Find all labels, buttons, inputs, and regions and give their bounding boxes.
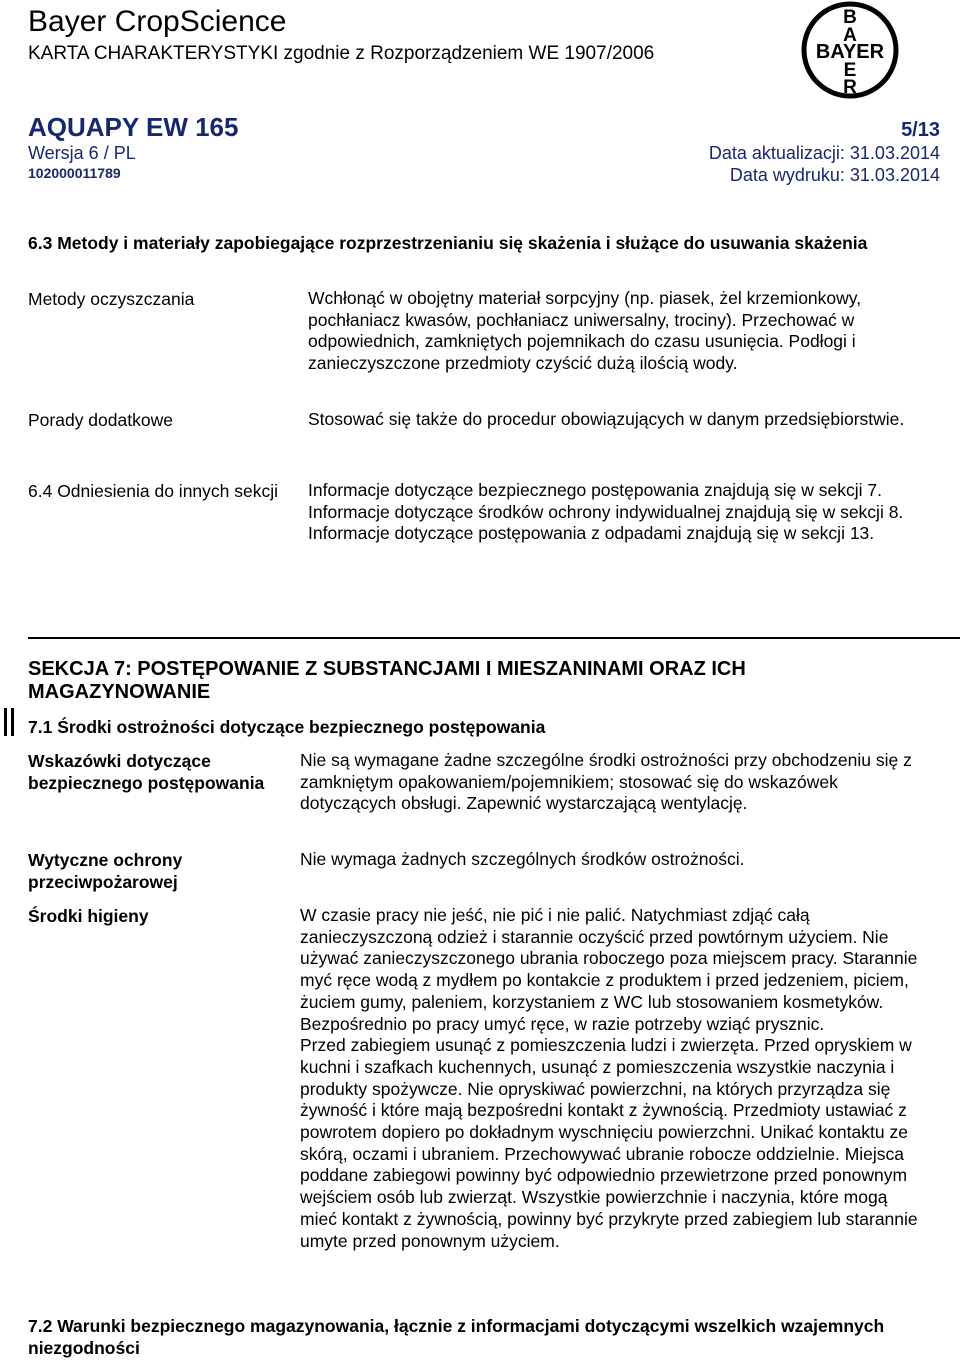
label-hygiene-measures: Środki higieny [28, 906, 149, 926]
logo-letter-b: B [843, 7, 857, 28]
label-safe-handling: Wskazówki dotyczące bezpiecznego postępowania [28, 751, 265, 793]
text-hygiene-measures-2: Przed zabiegiem usunąć z pomieszczenia ludzi i zwierzęta. Przed opryskiem w kuchni i szafkach kuchennych, usunąć z pomieszczenia wszystkie naczynia i produkty spożywcze. Nie opryskiwać powierzchni, na których przyrządza się żywność i które mają bezpośredni kontakt z żywnością. Przedmioty ustawiać z powrotem dopiero po dokładnym wyschnięciu powierzchni. Unikać kontaktu ze skórą, oczami i ubraniem. Przechowywać ubranie robocze oddzielnie. Miejsca poddane zabiegowi powinny być odpowiednio przewietrzone przed ponownym wejściem osób lub zwierząt. Wszystkie powierzchnie i naczynia, które mogą mieć kontakt z żywnością, powinny być przykryte przed zabiegiem lub starannie umyte przed ponownym użyciem. [300, 1035, 918, 1251]
label-cleanup-methods: Metody oczyszczania [28, 289, 195, 309]
reference-section-7: Informacje dotyczące bezpiecznego postępowania znajdują się w sekcji 7. [308, 480, 882, 500]
section-6-3-heading: 6.3 Metody i materiały zapobiegające rozprzestrzenianiu się skażenia i służące do usuwania skażenia [28, 233, 868, 253]
logo-letter-a: A [843, 25, 857, 46]
text-additional-advice: Stosować się także do procedur obowiązujących w danym przedsiębiorstwie. [308, 409, 905, 429]
reference-section-13: Informacje dotyczące postępowania z odpadami znajdują się w sekcji 13. [308, 523, 875, 544]
page-number: 5/13 [901, 119, 940, 141]
document-number: 102000011789 [28, 165, 121, 181]
bayer-logo [800, 0, 900, 100]
section-6-4-references [308, 480, 908, 545]
change-marker-bar [4, 708, 7, 736]
logo-letter-e: E [843, 60, 857, 81]
reference-section-8: Informacje dotyczące środków ochrony indywidualnej znajdują się w sekcji 8. [308, 501, 904, 522]
label-fire-protection: Wytyczne ochrony przeciwpożarowej [28, 850, 183, 892]
update-date: Data aktualizacji: 31.03.2014 [708, 143, 940, 163]
company-name: Bayer CropScience [28, 5, 287, 38]
label-additional-advice: Porady dodatkowe [28, 410, 173, 430]
logo-letter-r: R [843, 77, 857, 98]
product-name: AQUAPY EW 165 [28, 112, 239, 142]
logo-word: BAYER [815, 41, 885, 63]
text-cleanup-methods: Wchłonąć w obojętny materiał sorpcyjny (np. piasek, żel krzemionkowy, pochłaniacz kwasów, pochłaniacz uniwersalny, trociny). Przechować w odpowiednich, zamkniętych pojemnikach do czasu usunięcia. Podłogi i zanieczyszczone przedmioty czyścić dużą ilością wody. [308, 288, 862, 374]
text-hygiene-measures-1: W czasie pracy nie jeść, nie pić i nie palić. Natychmiast zdjąć całą zanieczyszczoną odzież i starannie oczyścić przed powtórnym użyciem. Nie używać zanieczyszczonego ubrania roboczego poza miejscem pracy. Starannie myć ręce wodą z mydłem po kontakcie z produktem i przed jedzeniem, piciem, żuciem gumy, paleniem, korzystaniem z WC lub stosowaniem kosmetyków. Bezpośrednio po pracy umyć ręce, w razie potrzeby wziąć prysznic. [300, 905, 918, 1034]
hygiene-measures-block [300, 905, 920, 1252]
text-fire-protection: Nie wymaga żadnych szczególnych środków ostrożności. [300, 849, 745, 869]
section-divider [28, 637, 960, 639]
section-6-4-label: 6.4 Odniesienia do innych sekcji [28, 481, 279, 501]
section-7-1-heading: 7.1 Środki ostrożności dotyczące bezpiecznego postępowania [28, 717, 546, 737]
print-date: Data wydruku: 31.03.2014 [729, 165, 940, 185]
section-7-heading: SEKCJA 7: POSTĘPOWANIE Z SUBSTANCJAMI I MIESZANINAMI ORAZ ICH MAGAZYNOWANIE [28, 658, 746, 703]
text-safe-handling: Nie są wymagane żadne szczególne środki ostrożności przy obchodzeniu się z zamkniętym opakowaniem/pojemnikiem; stosować się do wskazówek dotyczących obsługi. Zapewnić wystarczającą wentylację. [300, 750, 912, 814]
section-7-2-heading: 7.2 Warunki bezpiecznego magazynowania, łącznie z informacjami dotyczącymi wszelkich wzajemnych niezgodności [28, 1316, 885, 1358]
version: Wersja 6 / PL [28, 143, 136, 163]
change-marker-bar [11, 708, 14, 736]
document-title: KARTA CHARAKTERYSTYKI zgodnie z Rozporządzeniem WE 1907/2006 [28, 43, 655, 64]
